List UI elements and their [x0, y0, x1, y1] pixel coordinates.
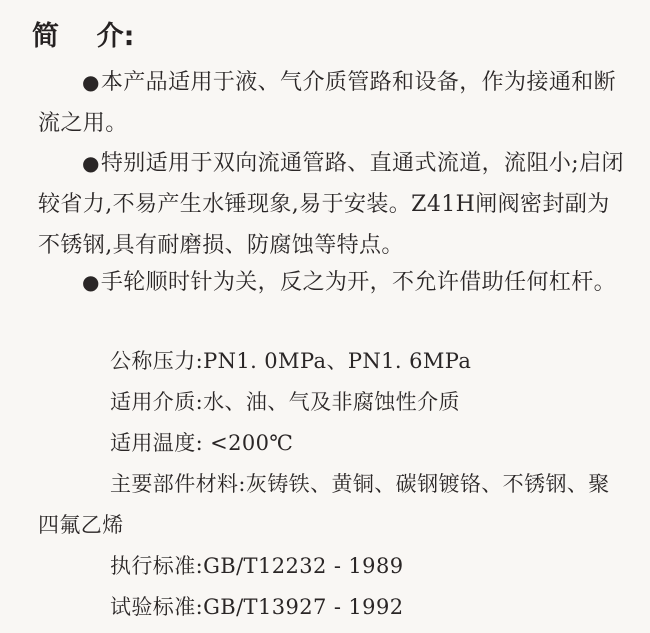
- spec-medium: [38, 382, 628, 423]
- spec-execution-standard: [38, 546, 628, 587]
- spec-nominal-pressure: [38, 341, 628, 382]
- spec-value: PN1. 0MPa、PN1. 6MPa: [203, 349, 472, 373]
- paragraph-text: 手轮顺时针为关，反之为开，不允许借助任何杠杆。: [100, 270, 617, 295]
- spec-temperature: [38, 423, 628, 464]
- spec-label: 适用介质:: [110, 390, 204, 414]
- spec-label: 公称压力:: [110, 349, 204, 373]
- spec-label: 适用温度:: [110, 431, 204, 455]
- spec-value: GB/T13927 - 1992: [203, 595, 404, 619]
- spec-label: 主要部件材料:: [110, 472, 246, 496]
- paragraph-text: 特别适用于双向流通管路、直通式流道，流阻小;启闭较省力,不易产生水锤现象,易于安装。Z41H闸阀密封副为不锈钢,具有耐磨损、防腐蚀等特点。: [38, 151, 624, 258]
- spec-test-standard: [38, 587, 628, 628]
- spec-label: 执行标准:: [110, 554, 204, 578]
- spec-materials: [38, 464, 628, 546]
- bullet-icon: ●: [82, 270, 100, 294]
- paragraph-text: 本产品适用于液、气介质管路和设备，作为接通和断流之用。: [38, 70, 617, 136]
- spec-label: 试验标准:: [110, 595, 204, 619]
- bullet-icon: ●: [82, 70, 100, 94]
- intro-paragraph-1: [38, 62, 628, 144]
- spec-value: <200℃: [203, 431, 294, 455]
- spec-value: 灰铸铁、黄铜、碳钢镀铬、不锈钢、聚四氟乙烯: [38, 472, 610, 537]
- intro-paragraph-2: [38, 143, 628, 266]
- section-title: 简 介:: [32, 21, 135, 52]
- intro-paragraph-3: [38, 262, 628, 303]
- spec-value: GB/T12232 - 1989: [203, 554, 404, 578]
- spec-value: 水、油、气及非腐蚀性介质: [203, 390, 460, 414]
- bullet-icon: ●: [82, 151, 100, 175]
